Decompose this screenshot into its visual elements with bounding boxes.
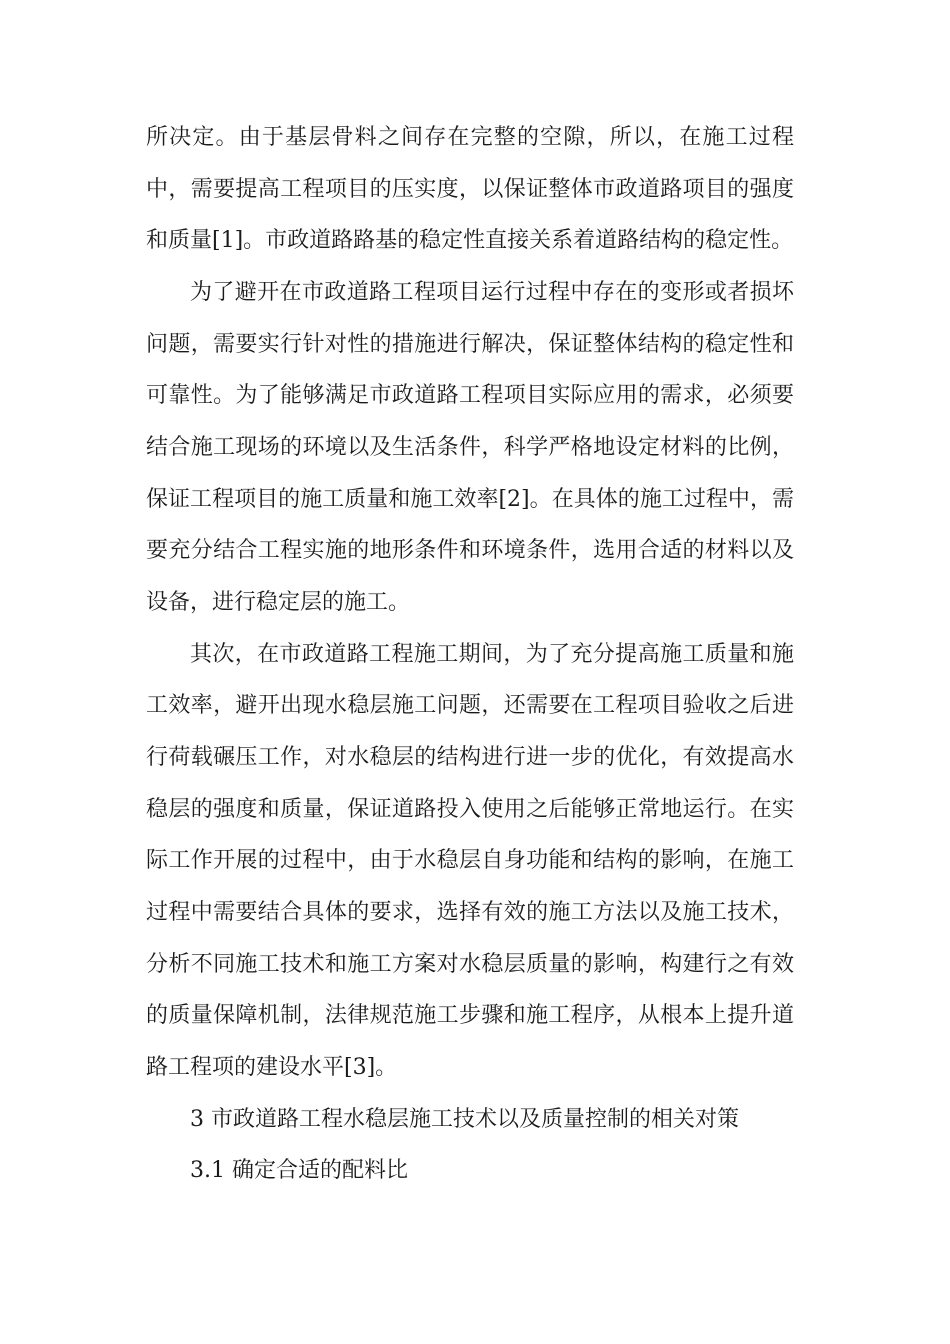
- paragraph-3-line-8: 的质量保障机制，法律规范施工步骤和施工程序，从根本上提升道: [146, 1003, 794, 1028]
- paragraph-2-line-5: 保证工程项目的施工质量和施工效率[2]。在具体的施工过程中，需: [146, 487, 794, 512]
- paragraph-3-line-7: 分析不同施工技术和施工方案对水稳层质量的影响，构建行之有效: [146, 952, 794, 977]
- paragraph-1-line-1: 所决定。由于基层骨料之间存在完整的空隙，所以，在施工过程: [146, 125, 794, 150]
- paragraph-3-line-5: 际工作开展的过程中，由于水稳层自身功能和结构的影响，在施工: [146, 848, 794, 873]
- paragraph-2-line-4: 结合施工现场的环境以及生活条件，科学严格地设定材料的比例，: [146, 435, 794, 460]
- paragraph-3-line-2: 工效率，避开出现水稳层施工问题，还需要在工程项目验收之后进: [146, 693, 794, 718]
- section-heading: 3 市政道路工程水稳层施工技术以及质量控制的相关对策: [190, 1107, 739, 1132]
- paragraph-3-line-6: 过程中需要结合具体的要求，选择有效的施工方法以及施工技术，: [146, 900, 794, 925]
- paragraph-1-line-3: 和质量[1]。市政道路路基的稳定性直接关系着道路结构的稳定性。: [146, 228, 794, 253]
- paragraph-2-line-2: 问题，需要实行针对性的措施进行解决，保证整体结构的稳定性和: [146, 332, 794, 357]
- paragraph-3-line-3: 行荷载碾压工作，对水稳层的结构进行进一步的优化，有效提高水: [146, 745, 794, 770]
- paragraph-1-line-2: 中，需要提高工程项目的压实度，以保证整体市政道路项目的强度: [146, 177, 794, 202]
- paragraph-2-line-3: 可靠性。为了能够满足市政道路工程项目实际应用的需求，必须要: [146, 383, 794, 408]
- paragraph-2-line-7: 设备，进行稳定层的施工。: [146, 590, 411, 615]
- subsection-heading: 3.1 确定合适的配料比: [190, 1158, 408, 1183]
- paragraph-3-line-4: 稳层的强度和质量，保证道路投入使用之后能够正常地运行。在实: [146, 797, 794, 822]
- paragraph-3-line-9: 路工程项的建设水平[3]。: [146, 1055, 398, 1080]
- paragraph-3-line-1: 其次，在市政道路工程施工期间，为了充分提高施工质量和施: [190, 642, 794, 667]
- paragraph-2-line-6: 要充分结合工程实施的地形条件和环境条件，选用合适的材料以及: [146, 538, 794, 563]
- paragraph-2-line-1: 为了避开在市政道路工程项目运行过程中存在的变形或者损坏: [190, 280, 794, 305]
